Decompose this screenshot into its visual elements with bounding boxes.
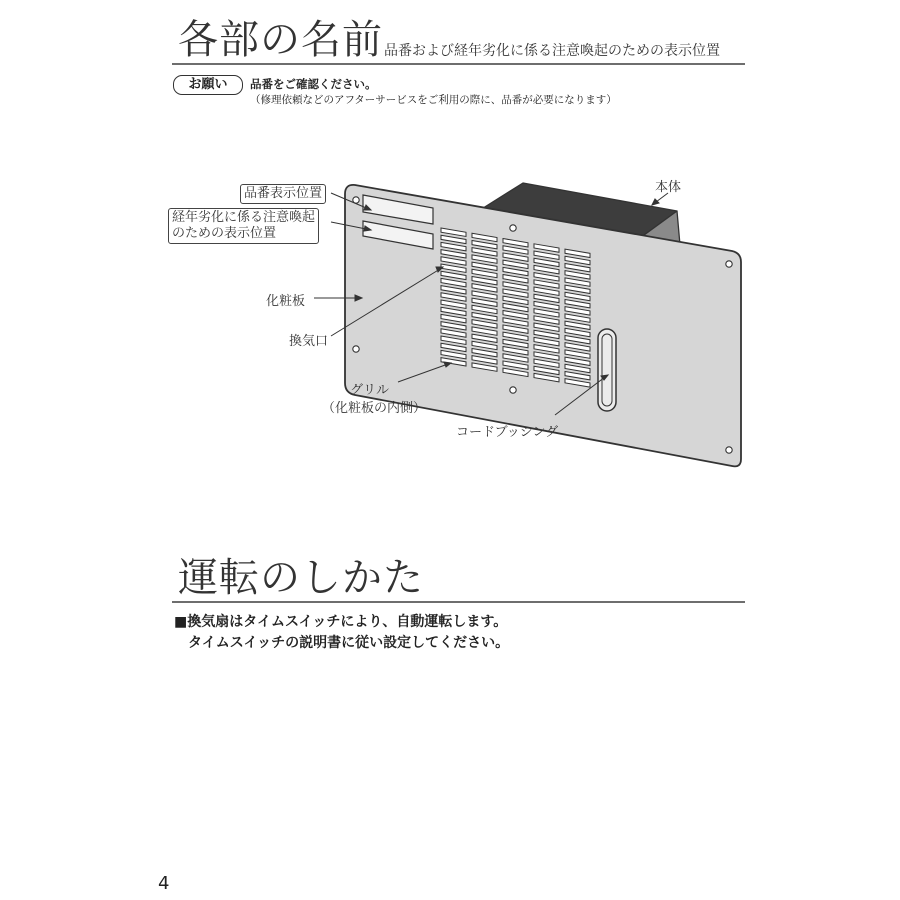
label-grille-sub: （化粧板の内側） — [322, 401, 427, 416]
label-aging-notice-line-1: 経年劣化に係る注意喚起 — [172, 210, 316, 225]
parts-section-title: 各部の名前 — [178, 17, 383, 63]
operation-line-1: ■換気扇はタイムスイッチにより、自動運転します。 — [174, 614, 508, 630]
screw — [726, 447, 732, 453]
page-number: 4 — [158, 873, 170, 894]
label-decorative-panel: 化粧板 — [266, 294, 306, 309]
parts-section-subtitle: 品番および経年劣化に係る注意喚起のための表示位置 — [384, 43, 720, 59]
operation-section-title: 運転のしかた — [178, 555, 424, 601]
screw — [510, 387, 516, 393]
label-grille: グリル — [350, 383, 390, 398]
label-aging-notice-line-2: のための表示位置 — [172, 226, 277, 241]
label-air-outlet: 換気口 — [289, 334, 329, 349]
screw — [510, 225, 516, 231]
screw — [353, 346, 359, 352]
label-cord-bushing: コードブッシング — [456, 425, 559, 440]
notice-label: お願い — [173, 75, 243, 95]
label-main-body: 本体 — [655, 180, 682, 195]
label-aging-notice-position — [168, 208, 319, 244]
label-model-number-position: 品番表示位置 — [240, 184, 326, 204]
notice-line-1: 品番をご確認ください。 — [250, 77, 377, 91]
screw — [726, 261, 732, 267]
cord-bushing — [598, 329, 616, 411]
operation-line-2: タイムスイッチの説明書に従い設定してください。 — [188, 635, 510, 651]
operation-section-rule — [172, 601, 745, 603]
notice-line-2: （修理依頼などのアフターサービスをご利用の際に、品番が必要になります） — [250, 94, 617, 106]
